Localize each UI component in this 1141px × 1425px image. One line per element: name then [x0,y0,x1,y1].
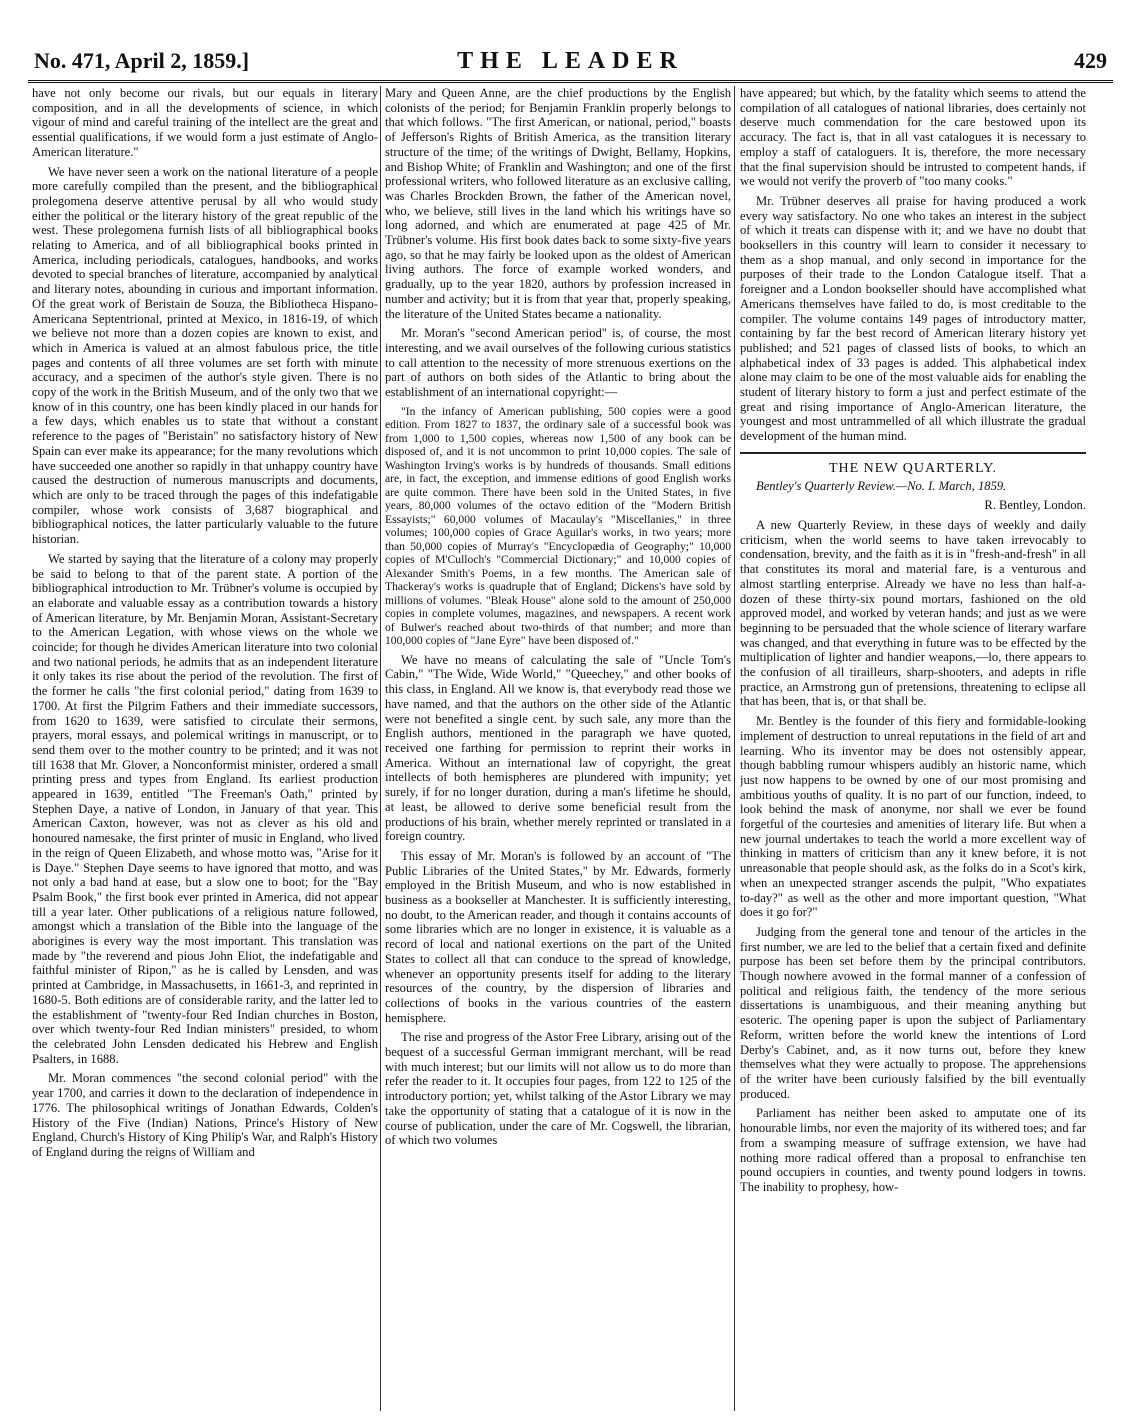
paragraph: Mr. Bentley is the founder of this fiery and formidable-looking implement of destruction to unreal reputations in the field of art and learning. Who its inventor may be does not ostensibly appear, though babbling rumour whispers audibly an historic name, which just now happens to be owned by one of our most promising and ambitious youths of quality. It is no part of our function, indeed, to look behind the mask of anonyme, nor shall we ever be found forgetful of the courtesies and amenities of literary life. But when a new journal undertakes to teach the world a more excellent way of thinking in matters of criticism than any it knew before, it is not unreasonable that people should ask, as the folks do in a Scot's kirk, when an unexpected stranger ascends the pulpit, "Who expatiates to-day?" as well as the other and more important question, "What does it go for?" [740,714,1086,920]
paragraph: Mr. Trübner deserves all praise for having produced a work every way satisfactory. No one who takes an interest in the subject of which it treats can dispense with it; and we have no doubt that booksellers in this country will learn to consider it necessary to them as a shop manual, and only second in importance for the purposes of their trade to the London Catalogue itself. That a foreigner and a London bookseller should have accomplished what Americans themselves have failed to do, is most creditable to the compiler. The volume contains 149 pages of introductory matter, containing by far the best record of American literary history yet published; and 521 pages of classed lists of books, to which an alphabetical index of 33 pages is added. This alphabetical index alone may claim to be one of the most valuable aids for enabling the student of literary history to form a just and perfect estimate of the great and rising importance of Anglo-American literature, the youngest and most untrammelled of all which illustrate the gradual development of the human mind. [740,193,1086,444]
review-heading: THE NEW QUARTERLY. [828,460,998,476]
section-divider [740,449,1086,454]
paragraph: have appeared; but which, by the fatality which seems to attend the compilation of all catalogues of national libraries, does certainly not deserve much commendation for the care bestowed upon its accuracy. The fact is, that in all vast catalogues it is necessary to employ a staff of cataloguers. It is, therefore, the more necessary that the final supervision should be intrusted to competent hands, if we would not verify the proverb of "too many cooks." [740,86,1086,189]
paragraph: A new Quarterly Review, in these days of weekly and daily criticism, when the world seems to have taken irrevocably to condensation, brevity, and the faith as it is in "fresh-and-fresh" in all that constitutes its moral and material fare, is a venturous and almost startling enterprise. Already we have no less than half-a-dozen of these thirty-six pound mortars, fashioned on the old approved model, and worked by veteran hands; and just as we were beginning to be persuaded that the whole science of literary warfare was changed, and that everything in future was to be effected by the multiplication of lighter and handier weapons,—lo, there appears to the confusion of all tirailleurs, sharp-shooters, and adepts in rifle practice, an Armstrong gun of pretensions, threatening to eclipse all that has been, that is, or that shall be. [740,517,1086,709]
paragraph: Mr. Moran's "second American period" is, of course, the most interesting, and we avail ourselves of the following curious statistics to call attention to the necessity of more strenuous exertions on the part of authors on both sides of the Atlantic to bring about the establishment of an international copyright:— [385,326,731,400]
column-rule [734,86,735,1411]
paragraph: Mr. Moran commences "the second colonial period" with the year 1700, and carries it down to the declaration of independence in 1776. The philosophical writings of Jonathan Edwards, Colden's History of the Five (Indian) Nations, Prince's History of New England, Church's History of King Philip's War, and Ralph's History of England during the reigns of William and [32,1071,378,1159]
masthead [28,44,1113,83]
paragraph: This essay of Mr. Moran's is followed by an account of "The Public Libraries of the United States," by Mr. Edwards, formerly employed in the British Museum, and who is now established in business as a bookseller at Manchester. It is sufficiently interesting, no doubt, to the American reader, and though it contains accounts of some libraries which are no longer in existence, it is valuable as a record of local and national exertions on the part of the United States to collect all that can conduce to the spread of knowledge, whenever an opportunity presents itself for adding to the literary resources of the country, by the dispersion of libraries and collections of books in the various countries of the eastern hemisphere. [385,848,731,1025]
newspaper-title: THE LEADER [457,48,684,74]
column-3 [740,86,1086,1416]
column-rule [380,86,381,1411]
paragraph: Judging from the general tone and tenour of the articles in the first number, we are led to the belief that a certain fixed and definite purpose has been set before them by the principal contributors. Though nowhere avowed in the formal manner of a confession of political and religious faith, the tendency of the more serious dissertations is unambiguous, and their meaning anything but esoteric. The opening paper is upon the subject of Parliamentary Reform, written before the world knew the intentions of Lord Derby's Cabinet, and, as it now turns out, before they knew themselves what they were actually to propose. The apprehensions of the writer have been curiously falsified by the bill eventually produced. [740,924,1086,1101]
paragraph: We have no means of calculating the sale of "Uncle Tom's Cabin," "The Wide, Wide World," "Queechey," and other books of this class, in England. All we know is, that everybody read those we have named, and that the authors on the other side of the Atlantic were not benefited a single cent. by such sale, any more than the English authors, mentioned in the paragraph we have quoted, received one farthing for permission to reprint their works in America. Without an international law of copyright, the great intellects of both hemispheres are plundered with impunity; yet surely, if for no longer duration, during a man's lifetime he should, at least, be allowed to derive some beneficial result from the productions of his brain, whether merely reprinted or translated in a foreign country. [385,652,731,844]
paragraph: The rise and progress of the Astor Free Library, arising out of the bequest of a successful German immigrant merchant, will be read with much interest; but our limits will not allow us to do more than refer the reader to it. It occupies four pages, from 122 to 125 of the introductory portion; yet, whilst talking of the Astor Library we may take the opportunity of stating that a catalogue of it is now in the course of publication, under the care of Mr. Cogswell, the librarian, of which two volumes [385,1030,731,1148]
paragraph: Mary and Queen Anne, are the chief productions by the English colonists of the period; for Benjamin Franklin properly belongs to that which follows. "The first American, or national, period," boasts of Jefferson's Rights of British America, as the transition literary structure of the time; of the writings of Dwight, Bellamy, Hopkins, and Bishop White; of Franklin and Washington; and one of the first professional writers, who followed literature as an exclusive calling, was Charles Brockden Brown, the father of the American novel, who, we believe, still lives in the land which his writings have so long adorned, and which are enumerated at page 425 of Mr. Trübner's volume. His first book dates back to some sixty-five years ago, so that he may fairly be looked upon as the oldest of American living authors. The force of example worked wonders, and gradually, up to the year 1820, authors by profession increased in number and activity; but it is from that year that, properly speaking, the literature of the United States became a nationality. [385,86,731,321]
issue-line: No. 471, April 2, 1859.] [34,48,250,73]
column-2 [385,86,731,1416]
paragraph: We started by saying that the literature of a colony may properly be said to belong to that of the parent state. A portion of the bibliographical introduction to Mr. Trübner's volume is occupied by an elaborate and valuable essay as a contribution towards a history of American literature, by Mr. Benjamin Moran, Assistant-Secretary to the American Legation, with whose views on the whole we coincide; for though he divides American literature into two colonial and two national periods, he admits that as an independent literature it only takes its rise about the period of the revolution. The first of the former he calls "the first colonial period," dating from 1639 to 1700. At first the Pilgrim Fathers and their immediate successors, from 1620 to 1639, were satisfied to circulate their sermons, prayers, moral essays, and polemical writings in manuscript, or to send them over to the mother country to be printed; and it was not till 1638 that Mr. Glover, a Nonconformist minister, ordered a small printing press and types from England. Its earliest production appeared in 1639, entitled "The Freeman's Oath," printed by Stephen Daye, a native of London, in January of that year. This American Caxton, however, was not as clever as his old and honoured namesake, the first printer of music in England, who lived in the reign of Queen Elizabeth, and whose motto was, "Arise for it is Daye." Stephen Daye seems to have ignored that motto, and was not only a bad hand at ease, but a slow one to boot; for the "Bay Psalm Book," the first book ever printed in America, did not appear till a year later. Other publications of a religious nature followed, amongst which a translation of the Bible into the language of the aborigines is every way the most important. This translation was made by "the reverend and pious John Eliot, the indefatigable and faithful minister of Ripon," as he is called by Lensden, and was printed at Cambridge, in Massachusetts, in 1661-3, and reprinted in 1680-5. Both editions are of considerable rarity, and the latter led to the establishment of "twenty-four Red Indian churches in Boston, over which twenty-four Red Indian ministers" presided, to whom the celebrated John Lensden dedicated his Hebrew and English Psalters, in 1688. [32,551,378,1066]
statistics-quotation [385,405,731,648]
paragraph: Parliament has neither been asked to amputate one of its honourable limbs, nor even the majority of its withered toes; and far from a swamping measure of suffrage extension, we have had nothing more radical offered than a proposal to enfranchise ten pound occupiers in counties, and twenty pound lodgers in towns. The inability to prophesy, how- [740,1106,1086,1194]
review-publisher: R. Bentley, London. [984,498,1086,513]
paragraph: We have never seen a work on the national literature of a people more carefully compiled than the present, and the bibliographical prolegomena deserve attentive perusal by all who would study either the political or the literary history of the great republic of the west. These prolegomena furnish lists of all bibliographical books relating to America, and of all bibliographical books printed in America, including periodicals, catalogues, handbooks, and works devoted to special branches of literature, accompanied by analytical and literary notes, abounding in curious and important information. Of the great work of Beristain de Souza, the Bibliotheca Hispano-Americana Septentrional, printed at Mexico, in 1816-19, of which we believe not more than a dozen copies are known to exist, and which in America is valued at an almost fabulous price, the title pages and contents of all three volumes are set forth with minute accuracy, and a specimen of the author's style given. There is no copy of the work in the British Museum, and of the only two that we know of in this country, one has been kindly placed in our hands for a few days, which enables us to state that without a constant reference to the pages of "Beristain" no satisfactory history of New Spain can ever make its appearance; for the many revolutions which have succeeded one another so rapidly in that unhappy country have caused the destruction of numerous manuscripts and documents, which are only to be traced through the pages of this indefatigable compiler, whose work consists of 3,687 biographical and bibliographical notices, the latter particularly valuable to the future historian. [32,164,378,547]
paragraph: have not only become our rivals, but our equals in literary composition, and in all the developments of science, in which vigour of mind and careful training of the intellect are the great and essential qualifications, if we would form a just estimate of Anglo-American literature." [32,86,378,159]
page-number: 429 [1074,48,1107,73]
column-1 [32,86,378,1416]
quotation-text: "In the infancy of American publishing, 500 copies were a good edition. From 1827 to 1837, the ordinary sale of a successful book was from 1,000 to 1,500 copies, whereas now 1,500 of any book can be disposed of, and it is not uncommon to print 10,000 copies. The sale of Washington Irving's works is by hundreds of thousands. Small editions are, in fact, the exception, and immense editions of good English works are quite common. There have been sold in the United States, in five years, 80,000 volumes of the octavo edition of the "Modern British Essayists;" 60,000 volumes of Macaulay's "Miscellanies," in three volumes; 100,000 copies of Grace Aguilar's works, in two years; more than 50,000 copies of Murray's "Encyclopædia of Geography;" 10,000 copies of M'Culloch's "Commercial Dictionary;" and 10,000 copies of Alexander Smith's Poems, in a few months. The American sale of Thackeray's works is quadruple that of England; Dickens's have sold by millions of volumes. "Bleak House" alone sold to the amount of 250,000 copies in complete volumes, magazines, and newspapers. A recent work of Bulwer's reached about two-thirds of that number; and more than 100,000 copies of "Jane Eyre" have been disposed of." [385,404,731,648]
review-citation: Bentley's Quarterly Review.—No. I. March, 1859. [756,478,1007,493]
